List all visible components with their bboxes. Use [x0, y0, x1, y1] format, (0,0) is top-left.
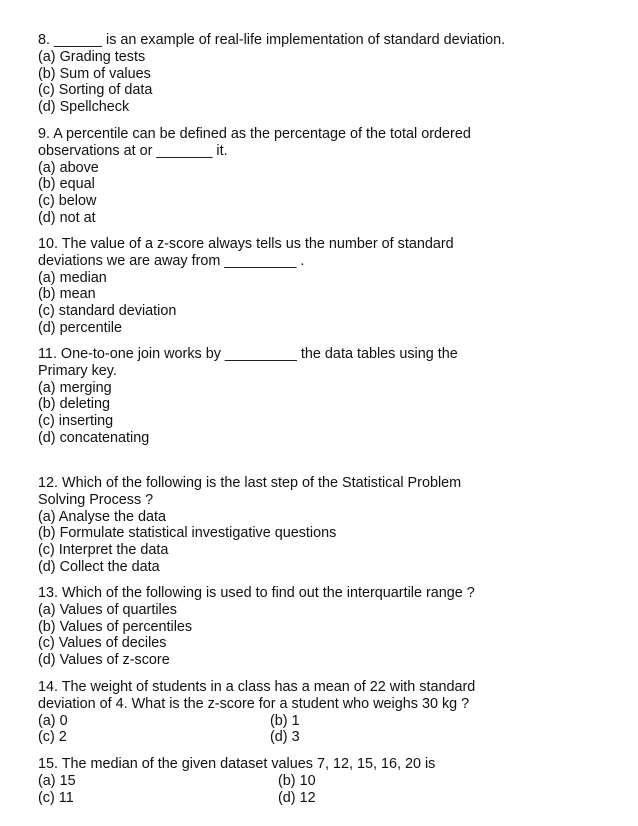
option-d: (d) 3: [270, 729, 300, 746]
question-text: deviations we are away from _________ .: [38, 252, 305, 269]
option-c: (c) below: [38, 193, 97, 210]
option-c: (c) Interpret the data: [38, 542, 169, 559]
question-text: Primary key.: [38, 362, 117, 379]
option-c: (c) Values of deciles: [38, 635, 167, 652]
option-d: (d) not at: [38, 209, 96, 226]
question-10: [38, 236, 454, 337]
option-a: (a) above: [38, 159, 99, 176]
question-text: observations at or _______ it.: [38, 142, 228, 159]
option-c: (c) 2: [38, 729, 67, 746]
question-text: 12. Which of the following is the last step of the Statistical Problem: [38, 475, 462, 491]
option-a: (a) merging: [38, 379, 112, 396]
options-grid: [38, 713, 475, 747]
question-text: Solving Process ?: [38, 491, 154, 508]
option-a: (a) Analyse the data: [38, 508, 166, 525]
question-text: 15. The median of the given dataset values 7, 12, 15, 16, 20 is: [38, 756, 436, 772]
question-text: 9. A percentile can be defined as the percentage of the total ordered: [38, 126, 471, 142]
options-list: [38, 602, 475, 669]
option-d: (d) 12: [278, 789, 316, 806]
question-14: [38, 679, 475, 746]
option-a: (a) 15: [38, 772, 76, 789]
options-list: [38, 160, 471, 227]
option-a: (a) median: [38, 269, 107, 286]
question-15: [38, 756, 435, 806]
option-b: (b) 10: [278, 772, 316, 789]
options-grid: [38, 773, 435, 807]
question-9: [38, 126, 471, 227]
option-b: (b) Formulate statistical investigative questions: [38, 525, 337, 542]
option-a: (a) 0: [38, 712, 68, 729]
option-c: (c) inserting: [38, 413, 114, 430]
option-a: (a) Grading tests: [38, 48, 146, 65]
question-12: [38, 475, 461, 576]
option-d: (d) Values of z-score: [38, 652, 170, 669]
question-text: 10. The value of a z-score always tells us the number of standard: [38, 236, 454, 252]
question-text: 13. Which of the following is used to find out the interquartile range ?: [38, 585, 475, 601]
question-text: 8. ______ is an example of real-life implementation of standard deviation.: [38, 32, 506, 48]
options-list: [38, 270, 454, 337]
option-b: (b) Values of percentiles: [38, 618, 193, 635]
option-b: (b) mean: [38, 286, 96, 303]
option-c: (c) standard deviation: [38, 303, 177, 320]
option-d: (d) Collect the data: [38, 558, 160, 575]
option-c: (c) 11: [38, 789, 74, 806]
question-text: 14. The weight of students in a class has a mean of 22 with standard: [38, 679, 476, 695]
option-d: (d) percentile: [38, 319, 122, 336]
option-a: (a) Values of quartiles: [38, 601, 177, 618]
question-11: [38, 346, 458, 447]
options-list: [38, 380, 458, 447]
question-text: 11. One-to-one join works by _________ the data tables using the: [38, 346, 458, 362]
options-list: [38, 49, 505, 116]
question-13: [38, 585, 475, 669]
options-list: [38, 509, 461, 576]
option-d: (d) concatenating: [38, 429, 150, 446]
option-d: (d) Spellcheck: [38, 99, 130, 116]
option-b: (b) 1: [270, 712, 300, 729]
option-b: (b) Sum of values: [38, 65, 151, 82]
option-b: (b) equal: [38, 176, 95, 193]
question-text: deviation of 4. What is the z-score for a student who weighs 30 kg ?: [38, 695, 470, 712]
option-c: (c) Sorting of data: [38, 82, 153, 99]
question-8: [38, 32, 505, 116]
option-b: (b) deleting: [38, 396, 110, 413]
